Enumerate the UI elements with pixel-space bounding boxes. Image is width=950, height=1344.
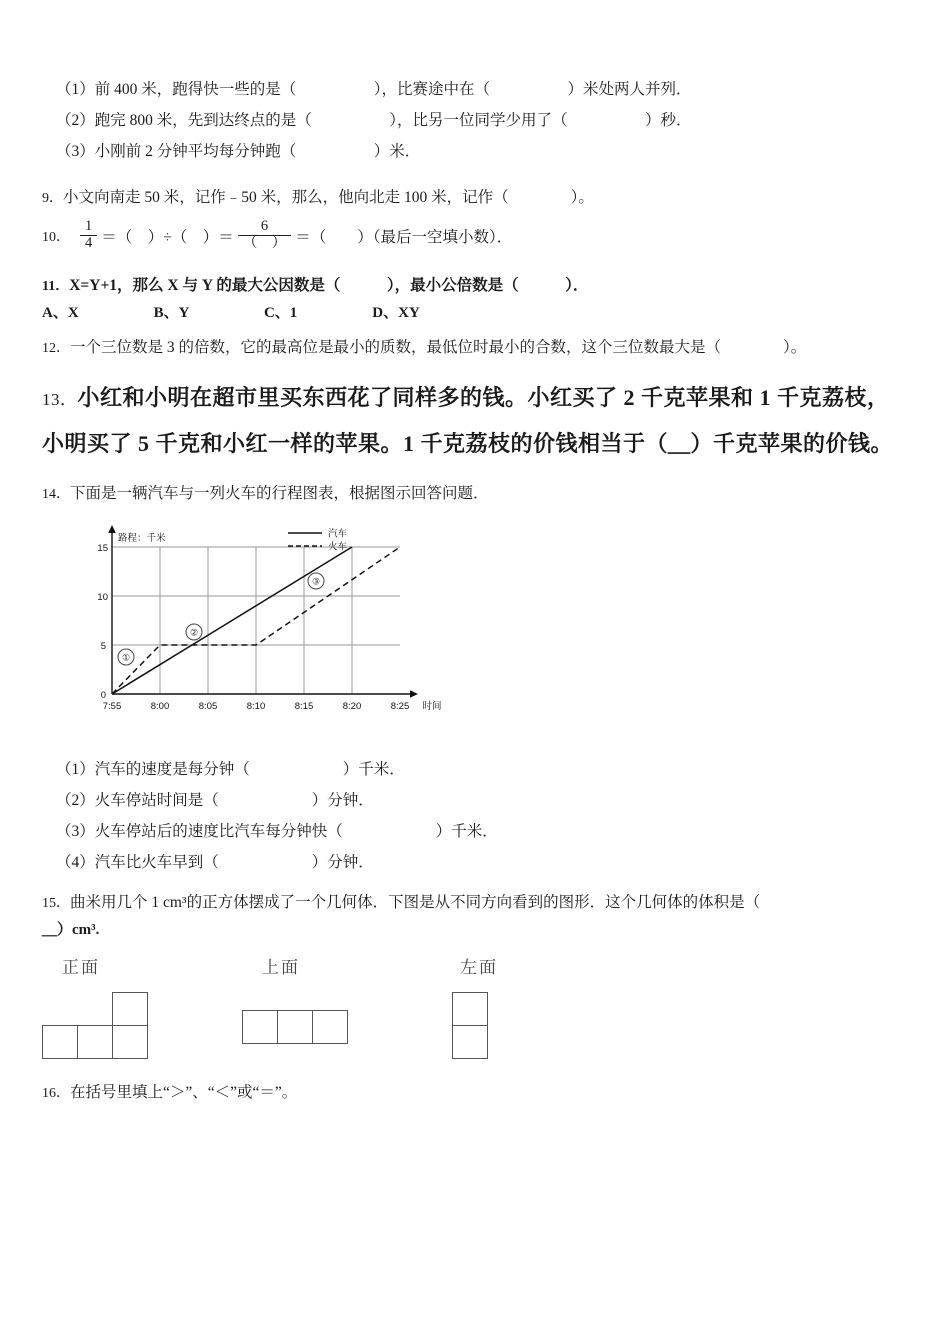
cell xyxy=(278,1011,313,1044)
question-10-middle: ＝（ ）÷（ ）＝ xyxy=(101,229,234,247)
question-12-number: 12． xyxy=(42,340,70,356)
question-8-part-1: （1）前 400 米，跑得快一些的是（ ），比赛途中在（ ）米处两人并列． xyxy=(56,81,692,98)
top-view-grid xyxy=(242,1010,348,1044)
chart-xlabel: 时间 xyxy=(422,701,442,713)
fraction2-numerator: 6 xyxy=(238,219,292,236)
cell xyxy=(243,1011,278,1044)
question-13-number: 13． xyxy=(42,390,78,410)
question-14-part-4: （4）汽车比火车早到（ ）分钟． xyxy=(56,853,374,871)
question-14-text: 下面是一辆汽车与一列火车的行程图表，根据图示回答问题． xyxy=(70,484,489,502)
chart-ylabel: 路程：千米 xyxy=(118,533,166,545)
fraction2-denominator: （ ） xyxy=(242,234,287,251)
question-13-continued: 小明买了 5 千克和小红一样的苹果。1 千克荔枝的价钱相当于（＿）千克苹果的价钱。 xyxy=(42,430,894,456)
question-9 xyxy=(42,184,908,212)
fraction-one-fourth xyxy=(80,219,97,251)
question-15-line-1: 曲米用几个 1 cm³的正方体摆成了一个几何体．下图是从不同方向看到的图形．这个几何体的体积是（ xyxy=(70,894,823,912)
fraction-denominator: 4 xyxy=(85,234,93,251)
svg-text:8:05: 8:05 xyxy=(198,701,218,713)
svg-text:①: ① xyxy=(121,652,131,663)
worksheet-content xyxy=(42,78,908,1107)
question-9-text: 小文向南走 50 米，记作﹣50 米，那么，他向北走 100 米，记作（ ）。 xyxy=(63,189,594,207)
svg-text:8:25: 8:25 xyxy=(390,701,410,713)
question-14-part-3: （3）火车停站后的速度比汽车每分钟快（ ）千米． xyxy=(56,822,498,840)
cell xyxy=(113,1026,148,1059)
question-15-number: 15． xyxy=(42,896,70,912)
question-8-part-2: （2）跑完 800 米，先到达终点的是（ ），比另一位同学少用了（ ）秒． xyxy=(56,111,692,129)
question-13-line-1: 小红和小明在超市里买东西花了同样多的钱。小红买了 2 千克苹果和 1 千克荔枝， xyxy=(77,385,890,411)
question-8-part-3: （3）小刚前 2 分钟平均每分钟跑（ ）米． xyxy=(56,142,421,160)
question-10 xyxy=(42,217,908,252)
svg-text:5: 5 xyxy=(100,641,106,653)
question-14-part-1: （1）汽车的速度是每分钟（ ）千米． xyxy=(56,761,405,779)
svg-text:8:00: 8:00 xyxy=(150,701,170,713)
svg-text:15: 15 xyxy=(97,543,108,555)
front-view-label: 正面 xyxy=(62,958,100,978)
chart-xticks xyxy=(103,701,410,712)
top-view-block xyxy=(242,953,452,1044)
question-11-options: A、X B、Y C、1 D、XY xyxy=(42,304,420,321)
left-view-label: 左面 xyxy=(460,958,498,978)
question-14-number: 14． xyxy=(42,486,70,502)
cell xyxy=(78,1026,113,1059)
chart-axes xyxy=(108,525,418,698)
left-view-grid xyxy=(452,992,488,1059)
question-13 xyxy=(42,375,908,420)
question-16 xyxy=(42,1079,908,1107)
question-10-tail: ＝（ ）（最后一空填小数）． xyxy=(295,229,513,247)
shape-views xyxy=(42,953,908,1059)
legend-car: 汽车 xyxy=(328,528,348,540)
top-view-label: 上面 xyxy=(262,958,300,978)
front-view-block xyxy=(42,953,242,1059)
question-12 xyxy=(42,334,908,362)
svg-text:8:10: 8:10 xyxy=(246,701,266,713)
cell xyxy=(113,993,148,1026)
cell xyxy=(43,1026,78,1059)
cell xyxy=(453,993,488,1026)
question-16-number: 16． xyxy=(42,1086,70,1102)
legend-train: 火车 xyxy=(328,541,348,553)
question-14-part-2: （2）火车停站时间是（ ）分钟． xyxy=(56,791,374,809)
chart-legend xyxy=(288,528,348,553)
question-10-number: 10． xyxy=(42,230,70,246)
question-11 xyxy=(42,272,908,300)
left-view-block xyxy=(452,953,498,1059)
question-9-number: 9． xyxy=(42,191,63,207)
cell xyxy=(453,1026,488,1059)
chart-annotations xyxy=(118,573,324,665)
svg-text:②: ② xyxy=(189,627,199,638)
svg-text:③: ③ xyxy=(311,576,321,587)
question-16-text: 在括号里填上“＞”、“＜”或“＝”。 xyxy=(70,1084,298,1102)
chart-gridlines xyxy=(112,547,400,694)
question-15 xyxy=(42,889,908,917)
series-car-line xyxy=(112,547,352,694)
chart-yticks xyxy=(97,543,108,701)
fraction-numerator: 1 xyxy=(80,219,97,236)
svg-text:10: 10 xyxy=(97,592,108,604)
front-view-grid xyxy=(42,992,148,1059)
question-12-text: 一个三位数是 3 的倍数，它的最高位是最小的质数，最低位时最小的合数，这个三位数最大是（ ）。 xyxy=(70,338,807,356)
svg-text:8:20: 8:20 xyxy=(342,701,362,713)
travel-distance-chart xyxy=(60,519,450,744)
svg-text:7:55: 7:55 xyxy=(102,701,122,713)
svg-text:8:15: 8:15 xyxy=(294,701,314,713)
svg-text:0: 0 xyxy=(100,690,106,702)
question-11-number: 11． xyxy=(42,279,70,295)
chart-svg xyxy=(60,519,450,744)
cell xyxy=(313,1011,348,1044)
question-11-text: X=Y+1，那么 X 与 Y 的最大公因数是（ ），最小公倍数是（ ）． xyxy=(69,277,589,295)
question-14 xyxy=(42,480,908,508)
question-15-line-2: ＿）cm³. xyxy=(42,921,100,938)
fraction-six-over-blank xyxy=(238,219,292,251)
